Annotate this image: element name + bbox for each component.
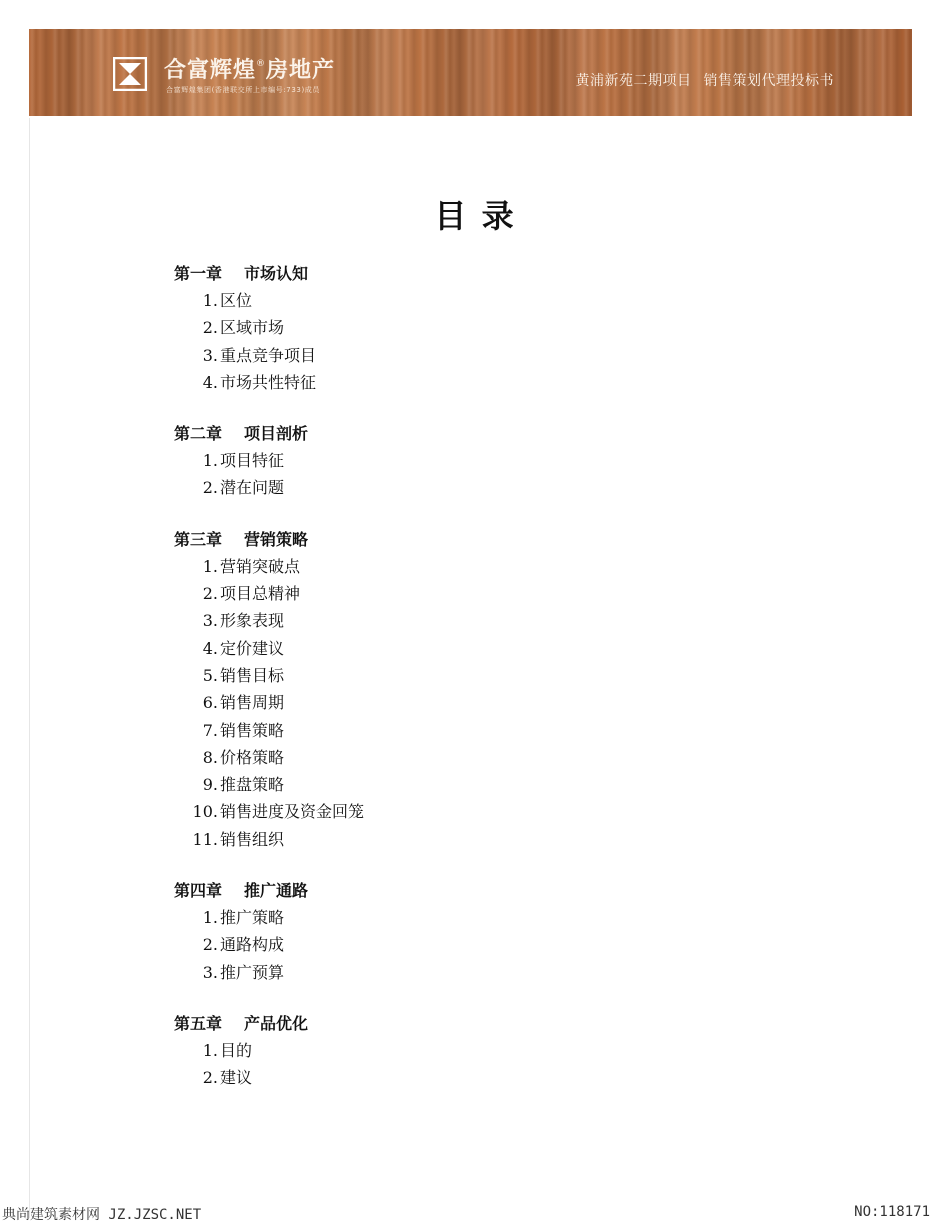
toc-item-number: 2. <box>202 318 218 338</box>
chapter-number: 第五章 <box>174 1013 223 1033</box>
toc-item-text: 推广预算 <box>220 962 285 982</box>
toc-item <box>174 1037 364 1064</box>
chapter-heading <box>174 260 364 287</box>
chapter-heading <box>174 420 364 447</box>
toc-item-text: 区域市场 <box>220 318 285 338</box>
toc-chapter <box>174 526 364 853</box>
toc-item-text: 市场共性特征 <box>220 372 317 392</box>
toc-item <box>174 771 364 798</box>
toc-item <box>174 662 364 689</box>
toc-item <box>174 447 364 474</box>
toc-item-text: 重点竞争项目 <box>220 345 317 365</box>
toc-item-text: 区位 <box>220 291 253 310</box>
toc-item-number: 2. <box>202 935 218 955</box>
toc-item-text: 销售进度及资金回笼 <box>220 802 365 822</box>
toc-item-text: 项目总精神 <box>220 584 301 604</box>
brand-name-main: 合富辉煌 <box>164 58 257 83</box>
toc-item <box>174 1064 364 1091</box>
chapter-title: 项目剖析 <box>244 424 309 444</box>
toc-item-number: 4. <box>202 638 218 658</box>
chapter-heading <box>174 526 364 553</box>
toc-item-number: 1. <box>202 451 218 471</box>
toc-item <box>174 287 364 314</box>
registered-mark: ® <box>256 59 267 69</box>
toc-item <box>174 717 364 744</box>
toc-item-text: 营销突破点 <box>220 556 301 576</box>
toc-item-text: 定价建议 <box>220 638 285 658</box>
toc-item-number: 1. <box>202 908 218 928</box>
toc-item-number: 3. <box>202 345 218 365</box>
chapter-heading <box>174 877 364 904</box>
toc-item-number: 5. <box>202 665 218 685</box>
toc-item-number: 2. <box>202 478 218 498</box>
company-logo-icon <box>113 57 147 91</box>
toc-item-text: 建议 <box>220 1068 253 1088</box>
project-heading <box>576 70 835 90</box>
brand-name-suffix: 房地产 <box>266 58 336 83</box>
toc-item-text: 通路构成 <box>220 935 285 955</box>
toc-item <box>174 798 364 825</box>
watermark-right: NO:118171 <box>854 1204 930 1220</box>
toc-item-number: 1. <box>202 291 218 310</box>
toc-item-number: 2. <box>202 1068 218 1088</box>
toc-item <box>174 314 364 341</box>
toc-item-number: 7. <box>202 720 218 740</box>
toc-item-text: 销售目标 <box>220 665 285 685</box>
chapter-title: 市场认知 <box>244 264 309 283</box>
toc-item <box>174 635 364 662</box>
watermark-left: 典尚建筑素材网 JZ.JZSC.NET <box>2 1207 202 1223</box>
toc-item-number: 6. <box>202 693 218 713</box>
toc-chapter <box>174 1010 364 1092</box>
toc-item-number: 9. <box>202 775 218 795</box>
page-title: 目 录 <box>434 197 516 236</box>
document-type: 销售策划代理投标书 <box>703 73 834 89</box>
chapter-number: 第四章 <box>174 881 223 901</box>
toc-item-text: 推盘策略 <box>220 775 285 795</box>
toc-item-number: 1. <box>202 1040 218 1060</box>
toc-item <box>174 580 364 607</box>
toc-item-number: 8. <box>202 747 218 767</box>
page-left-rule <box>29 118 30 1218</box>
toc-item-text: 销售周期 <box>220 693 285 713</box>
brand-name <box>164 53 335 84</box>
toc-item <box>174 744 364 771</box>
chapter-title: 营销策略 <box>244 529 309 549</box>
toc-chapter <box>174 877 364 986</box>
header-banner <box>29 29 912 116</box>
toc-item <box>174 959 364 986</box>
toc-item <box>174 553 364 580</box>
toc-item-number: 3. <box>202 611 218 631</box>
toc-item-text: 推广策略 <box>220 908 285 928</box>
toc-item <box>174 826 364 853</box>
toc-item-number: 10. <box>192 802 218 822</box>
toc-item-number: 4. <box>202 372 218 392</box>
toc-item-number: 2. <box>202 584 218 604</box>
chapter-number: 第三章 <box>174 529 223 549</box>
toc-item-text: 潜在问题 <box>220 478 285 498</box>
toc-chapter <box>174 260 364 396</box>
toc-item-text: 目的 <box>220 1040 253 1060</box>
toc-item <box>174 342 364 369</box>
chapter-number: 第二章 <box>174 424 223 444</box>
chapter-number: 第一章 <box>174 264 223 283</box>
toc-item-number: 3. <box>202 962 218 982</box>
toc-item-text: 形象表现 <box>220 611 285 631</box>
project-name: 黄浦新苑二期项目 <box>575 73 692 89</box>
toc-item <box>174 607 364 634</box>
table-of-contents <box>174 260 364 1116</box>
toc-item-text: 项目特征 <box>220 451 285 471</box>
chapter-title: 产品优化 <box>244 1013 309 1033</box>
toc-item <box>174 689 364 716</box>
brand-subtitle: 合富辉煌集团(香港联交所上市编号:733)成员 <box>166 86 320 94</box>
toc-item <box>174 904 364 931</box>
toc-chapter <box>174 420 364 502</box>
toc-item-text: 销售策略 <box>220 720 285 740</box>
chapter-heading <box>174 1010 364 1037</box>
toc-item-text: 销售组织 <box>220 829 285 849</box>
toc-item-text: 价格策略 <box>220 747 285 767</box>
toc-item <box>174 474 364 501</box>
toc-item <box>174 931 364 958</box>
toc-item-number: 1. <box>202 556 218 576</box>
toc-item-number: 11. <box>192 829 218 849</box>
toc-item <box>174 369 364 396</box>
chapter-title: 推广通路 <box>244 881 309 901</box>
